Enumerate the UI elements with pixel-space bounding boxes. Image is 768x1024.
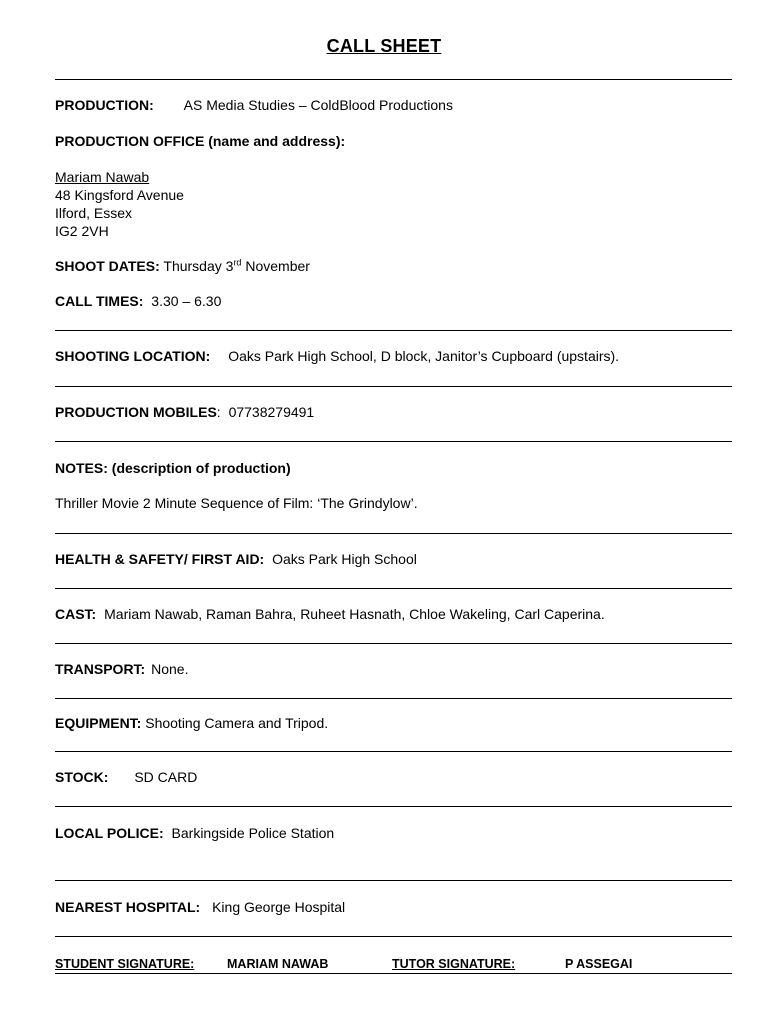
divider (55, 79, 732, 80)
divider (55, 386, 732, 387)
tutor-signature-label: TUTOR SIGNATURE: (392, 957, 516, 971)
divider (55, 936, 732, 937)
tutor-signature-value: P ASSEGAI (565, 957, 633, 971)
office-address-line1: 48 Kingsford Avenue (55, 187, 184, 203)
stock-label: STOCK: (55, 769, 109, 785)
cast-value: Mariam Nawab, Raman Bahra, Ruheet Hasnath, Chloe Wakeling, Carl Caperina. (104, 606, 605, 622)
cast-label: CAST: (55, 606, 97, 622)
page-title: CALL SHEET (326, 36, 442, 56)
divider (55, 698, 732, 699)
office-address-line3: IG2 2VH (55, 223, 109, 239)
stock-row (55, 769, 197, 786)
production-mobiles-row (55, 404, 314, 421)
production-mobiles-value: 07738279491 (228, 404, 315, 420)
call-times-label: CALL TIMES: (55, 293, 144, 309)
local-police-label: LOCAL POLICE: (55, 825, 164, 841)
shooting-location-label: SHOOTING LOCATION: (55, 348, 211, 364)
call-times-value: 3.30 – 6.30 (151, 293, 222, 309)
notes-label: NOTES: (description of production) (55, 460, 291, 476)
call-times-row (55, 293, 221, 310)
divider (55, 973, 732, 974)
divider (55, 441, 732, 442)
production-value: AS Media Studies – ColdBlood Productions (183, 97, 453, 113)
production-office-label: PRODUCTION OFFICE (name and address): (55, 133, 346, 149)
equipment-label: EQUIPMENT: (55, 715, 142, 731)
student-signature-label: STUDENT SIGNATURE: (55, 957, 195, 971)
divider (55, 588, 732, 589)
shoot-dates-row (55, 258, 310, 275)
production-mobiles-label: PRODUCTION MOBILES (55, 404, 217, 420)
health-safety-value: Oaks Park High School (272, 551, 417, 567)
divider (55, 806, 732, 807)
production-label: PRODUCTION: (55, 97, 154, 113)
transport-row (55, 661, 188, 678)
nearest-hospital-label: NEAREST HOSPITAL: (55, 899, 201, 915)
production-row (55, 97, 453, 114)
divider (55, 880, 732, 881)
shoot-dates-value: Thursday 3rd November (163, 257, 310, 274)
divider (55, 533, 732, 534)
notes-value: Thriller Movie 2 Minute Sequence of Film: ‘The Grindylow’. (55, 495, 418, 511)
production-mobiles-separator: : (216, 404, 221, 420)
health-safety-label: HEALTH & SAFETY/ FIRST AID: (55, 551, 265, 567)
office-name: Mariam Nawab (55, 169, 150, 185)
divider (55, 330, 732, 331)
local-police-row (55, 825, 334, 842)
cast-row (55, 606, 605, 623)
equipment-row (55, 715, 328, 732)
shooting-location-row (55, 348, 619, 365)
equipment-value: Shooting Camera and Tripod. (145, 715, 329, 731)
divider (55, 643, 732, 644)
shoot-dates-label: SHOOT DATES: (55, 258, 160, 274)
local-police-value: Barkingside Police Station (171, 825, 335, 841)
health-safety-row (55, 551, 417, 568)
nearest-hospital-value: King George Hospital (212, 899, 346, 915)
nearest-hospital-row (55, 899, 345, 916)
stock-value: SD CARD (134, 769, 198, 785)
transport-value: None. (151, 661, 189, 677)
shooting-location-value: Oaks Park High School, D block, Janitor’s Cupboard (upstairs). (228, 348, 620, 364)
divider (55, 751, 732, 752)
student-signature-value: MARIAM NAWAB (227, 957, 329, 971)
transport-label: TRANSPORT: (55, 661, 146, 677)
office-address-line2: Ilford, Essex (55, 205, 133, 221)
